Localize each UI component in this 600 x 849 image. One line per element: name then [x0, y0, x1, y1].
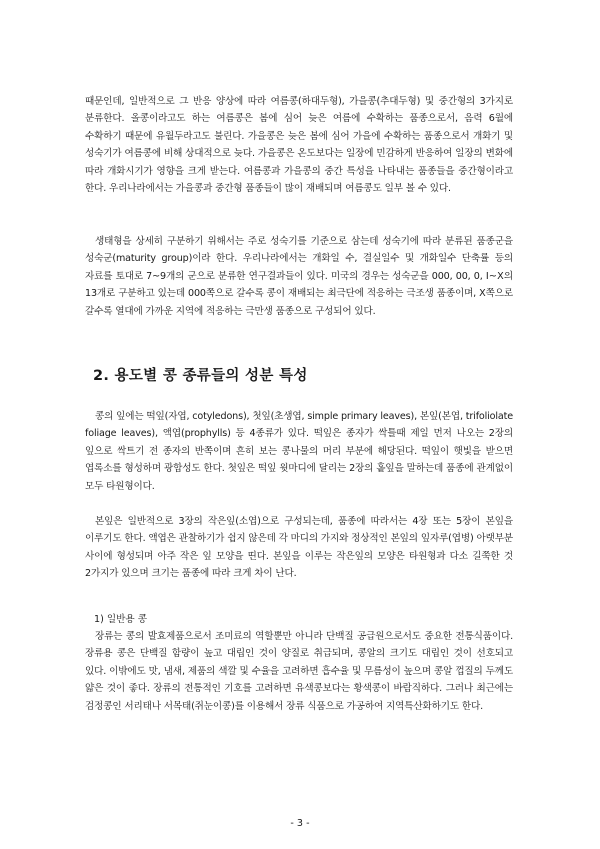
section-heading: 2. 용도별 콩 종류들의 성분 특성 [93, 368, 308, 384]
subsection-heading: 1) 일반용 콩 [94, 614, 148, 625]
body-paragraph-maturity-group: 생태형을 상세히 구분하기 위해서는 주로 성숙기를 기준으로 삼는데 성숙기에 따라 분류된 품종군을 성숙군(maturity group)이라 한다. 우리나라에서는 개화일 수, 결실일수 및 개화일수 단축률 등의 자료를 토대로 7~9개의 군으로 분류한 연구결과들이 있다. 미국의 경우는 성숙군을 000, 00, 0, Ⅰ~Ⅹ의 13개로 구분하고 있는데 000쪽으로 갈수록 콩이 재배되는 최극단에 적응하는 극조생 품종이며, Ⅹ쪽으로 갈수록 열대에 가까운 지역에 적응하는 극만생 품종으로 구성되어 있다. [85, 236, 513, 317]
body-paragraph-photoperiod: 때문인데, 일반적으로 그 반응 양상에 따라 여름콩(하대두형), 가을콩(추대두형) 및 중간형의 3가지로 분류한다. 올콩이라고도 하는 여름콩은 봄에 심어 늦은 여름에 수확하는 품종으로서, 음력 6월에 수확하기 때문에 유월두라고도 불린다. 가을콩은 늦은 봄에 심어 가을에 수확하는 품종으로서 개화기 및 성숙기가 여름콩에 비해 상대적으로 늦다. 가을콩은 온도보다는 일장에 민감하게 반응하여 일장의 변화에 따라 개화시기가 영향을 크게 받는다. 여름콩과 가을콩의 중간 특성을 나타내는 품종들을 중간형이라고 한다. 우리나라에서는 가을콩과 중간형 품종들이 많이 재배되며 여름콩도 일부 볼 수 있다. [85, 96, 513, 195]
body-paragraph-true-leaves: 본잎은 일반적으로 3장의 작은잎(소엽)으로 구성되는데, 품종에 따라서는 4장 또는 5장이 본잎을 이루기도 한다. 액엽은 관찰하기가 쉽지 않은데 각 마디의 가지와 정상적인 본잎의 잎자루(엽병) 아랫부분 사이에 형성되며 아주 작은 잎 모양을 띤다. 본잎을 이루는 작은잎의 모양은 타원형과 다소 길쭉한 것 2가지가 있으며 크기는 품종에 따라 크게 차이 난다. [85, 516, 513, 580]
body-paragraph-leaves: 콩의 잎에는 떡잎(자엽, cotyledons), 첫잎(초생엽, simple primary leaves), 본잎(본엽, trifoliolate foliage leaves), 액엽(prophylls) 등 4종류가 있다. 떡잎은 종자가 싹틀때 제일 먼저 나오는 2장의 잎으로 싹트기 전 종자의 반쪽이며 흔히 보는 콩나물의 머리 부분에 해당된다. 떡잎이 햇빛을 받으면 엽록소를 형성하며 광합성도 한다. 첫잎은 떡잎 윗마디에 달리는 2장의 홑잎을 말하는데 품종에 관계없이 모두 타원형이다. [85, 411, 513, 492]
body-paragraph-general-soybean: 장류는 콩의 발효제품으로서 조미료의 역할뿐만 아니라 단백질 공급원으로서도 중요한 전통식품이다. 장류용 콩은 단백질 함량이 높고 대립인 것이 양질로 취급되며, 콩알의 크기도 대립인 것이 선호되고 있다. 이밖에도 맛, 냄새, 제품의 색깔 및 수율을 고려하면 흡수율 및 무름성이 높으며 콩알 껍질의 두께도 얇은 것이 좋다. 장류의 전통적인 기호를 고려하면 유색콩보다는 황색콩이 바람직하다. 그러나 최근에는 검정콩인 서리태나 서목태(쥐눈이콩)를 이용해서 장류 식품으로 가공하여 지역특산화하기도 한다. [85, 631, 513, 712]
page-number: - 3 - [290, 818, 310, 829]
